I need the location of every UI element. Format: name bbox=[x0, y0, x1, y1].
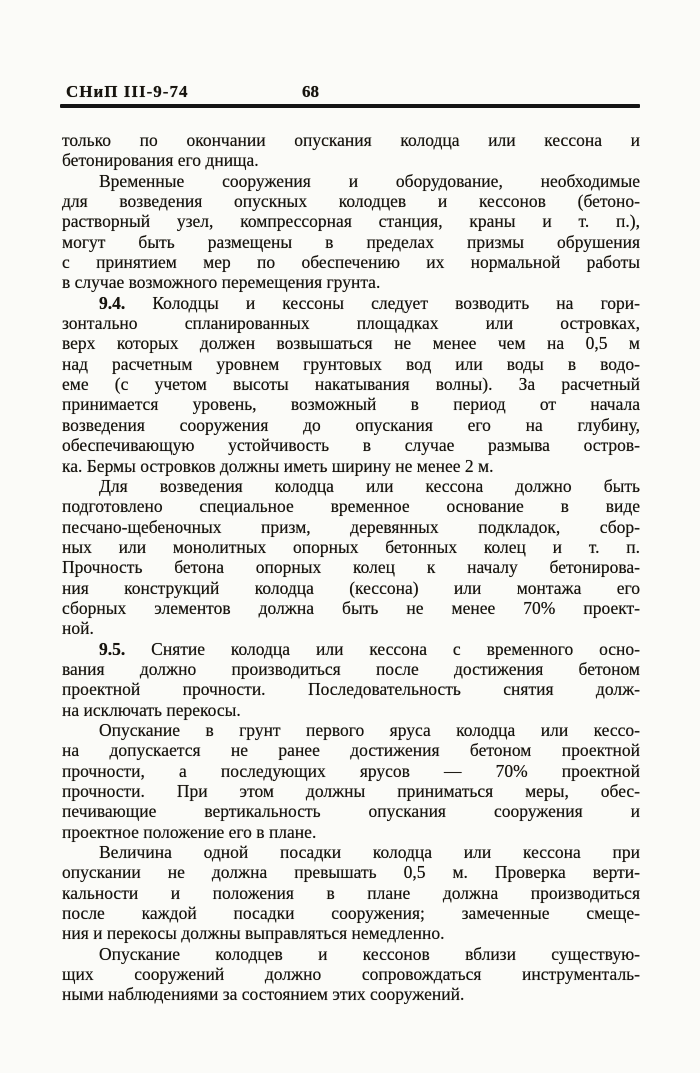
paragraph bbox=[62, 639, 640, 720]
text-line: проектное положение его в плане. bbox=[62, 821, 317, 842]
text-line: ных или монолитных опорных бетонных колец и т. п. bbox=[62, 536, 640, 557]
paragraph bbox=[62, 130, 640, 171]
document-body bbox=[62, 130, 640, 1005]
text-line: прочности. При этом должны приниматься меры, обес- bbox=[62, 781, 640, 801]
text-line: зонтально спланированных площадках или островках, bbox=[62, 313, 640, 334]
text-line: верх которых должен возвышаться не менее чем на 0,5 м bbox=[62, 333, 640, 354]
text-line: песчано-щебеночных призм, деревянных подкладок, сбор- bbox=[62, 516, 640, 537]
text-line: ными наблюдениями за состоянием этих сооружений. bbox=[62, 984, 465, 1005]
text-line: возведения сооружения до опускания его на глубину, bbox=[62, 414, 640, 435]
text-line: над расчетным уровнем грунтовых вод или воды в водо- bbox=[62, 353, 640, 374]
text-line: Величина одной посадки колодца или кессона при bbox=[99, 842, 640, 863]
text-line: печивающие вертикальность опускания сооружения и bbox=[62, 801, 640, 822]
text-line: еме (с учетом высоты накатывания волны). За расчетный bbox=[62, 374, 640, 395]
text-line: 9.5. Снятие колодца или кессона с временного осно- bbox=[99, 638, 640, 659]
text-line: ной. bbox=[62, 618, 94, 639]
text-line: Для возведения колодца или кессона должно быть bbox=[99, 475, 640, 496]
text-line: в случае возможного перемещения грунта. bbox=[62, 272, 381, 293]
paragraph bbox=[62, 293, 640, 476]
paragraph bbox=[62, 720, 640, 842]
text-line: после каждой посадки сооружения; замеченные смеще- bbox=[62, 903, 640, 924]
text-line: щих сооружений должно сопровождаться инструменталь- bbox=[62, 964, 640, 985]
text-line: вания должно производиться после достижения бетоном bbox=[62, 658, 640, 679]
text-line: для возведения опускных колодцев и кессонов (бетоно- bbox=[62, 191, 640, 212]
text-line: на исключать перекосы. bbox=[62, 699, 241, 720]
text-line: Опускание в грунт первого яруса колодца или кессо- bbox=[99, 719, 640, 740]
text-line: с принятием мер по обеспечению их нормальной работы bbox=[62, 252, 640, 273]
text-line: ния и перекосы должны выправляться немедленно. bbox=[62, 923, 445, 944]
section-number: 9.4. bbox=[99, 292, 126, 313]
text-line: растворный узел, компрессорная станция, краны и т. п.), bbox=[62, 211, 640, 232]
text-line: подготовлено специальное временное основание в виде bbox=[62, 496, 640, 517]
text-line: Прочность бетона опорных колец к началу бетонирова- bbox=[62, 557, 640, 578]
text-line: могут быть размещены в пределах призмы обрушения bbox=[62, 231, 640, 252]
text-line: проектной прочности. Последовательность снятия долж- bbox=[62, 679, 640, 700]
text-line: сборных элементов должна быть не менее 70% проект- bbox=[62, 597, 640, 618]
page-header bbox=[62, 82, 640, 104]
section-number: 9.5. bbox=[99, 638, 126, 659]
page-number: 68 bbox=[302, 82, 319, 101]
text-line: кальности и положения в плане должна производиться bbox=[62, 882, 640, 903]
text-line: бетонирования его днища. bbox=[62, 150, 259, 171]
text-line: обеспечивающую устойчивость в случае размыва остров- bbox=[62, 435, 640, 456]
text-line: только по окончании опускания колодца или кессона и bbox=[62, 130, 640, 150]
paragraph bbox=[62, 171, 640, 293]
header-rule bbox=[60, 104, 640, 108]
paragraph bbox=[62, 842, 640, 944]
text-line: опускании не должна превышать 0,5 м. Проверка верти- bbox=[62, 862, 640, 883]
document-code: СНиП III-9-74 bbox=[66, 82, 189, 101]
text-line: Временные сооружения и оборудование, необходимые bbox=[99, 170, 640, 191]
text-line: на допускается не ранее достижения бетоном проектной bbox=[62, 740, 640, 761]
paragraph bbox=[62, 944, 640, 1005]
text-line: ка. Бермы островков должны иметь ширину не менее 2 м. bbox=[62, 455, 494, 476]
text-line: Опускание колодцев и кессонов вблизи существую- bbox=[99, 943, 640, 964]
paragraph bbox=[62, 476, 640, 639]
text-line: ния конструкций колодца (кессона) или монтажа его bbox=[62, 577, 640, 598]
text-line: прочности, а последующих ярусов — 70% проектной bbox=[62, 760, 640, 781]
text-line: 9.4. Колодцы и кессоны следует возводить на гори- bbox=[99, 292, 640, 313]
text-line: принимается уровень, возможный в период от начала bbox=[62, 394, 640, 415]
